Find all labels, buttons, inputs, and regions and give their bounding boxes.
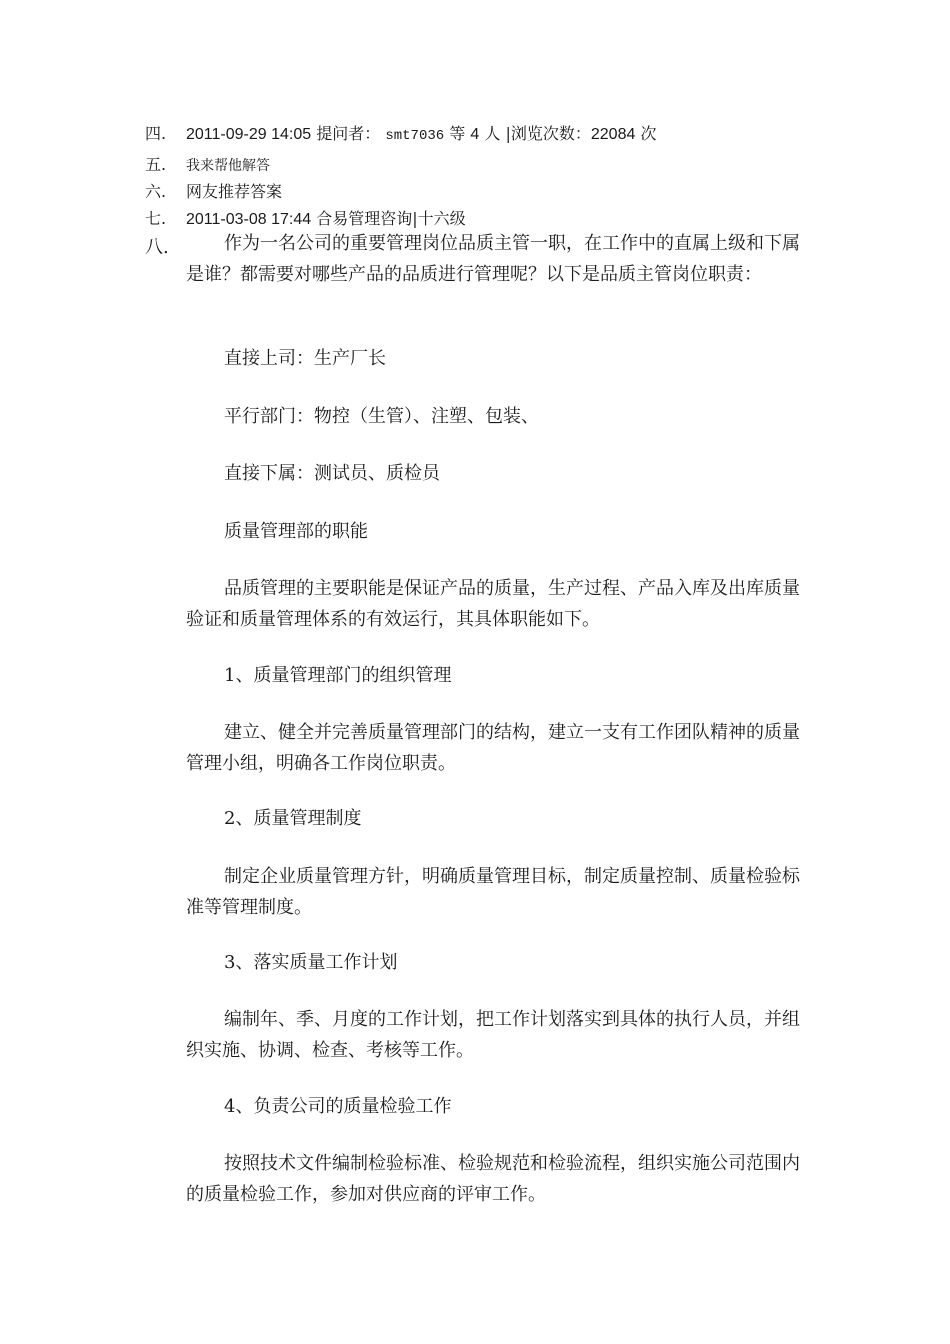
answer-paragraph: 按照技术文件编制检验标准、检验规范和检验流程，组织实施公司范围内的质量检验工作，参加对供应商的评审工作。 bbox=[186, 1153, 800, 1205]
asker-name: smt7036 bbox=[385, 128, 445, 144]
people-label: 人 bbox=[484, 124, 501, 143]
others-count: 4 bbox=[470, 126, 480, 143]
numbered-heading: 2、质量管理制度 bbox=[224, 808, 362, 829]
answer-paragraph: 品质管理的主要职能是保证产品的质量，生产过程、产品入库及出库质量验证和质量管理体系的有效运行，其具体职能如下。 bbox=[186, 578, 800, 630]
answer-paragraph: 制定企业质量管理方针，明确质量管理目标，制定质量控制、质量检验标准等管理制度。 bbox=[186, 866, 800, 918]
recommended-answer-text: 网友推荐答案 bbox=[186, 182, 283, 201]
list-marker: 六. bbox=[145, 182, 167, 201]
list-marker: 八. bbox=[145, 237, 169, 258]
help-answer-line bbox=[145, 155, 805, 176]
answer-paragraph: 编制年、季、月度的工作计划，把工作计划落实到具体的执行人员，并组织实施、协调、检查、考核等工作。 bbox=[186, 1009, 800, 1061]
views-label: |浏览次数： bbox=[505, 124, 591, 143]
answer-paragraph: 直接上司：生产厂长 bbox=[224, 348, 386, 369]
answer-paragraph: 平行部门：物控（生管）、注塑、包装、 bbox=[224, 406, 539, 427]
views-unit: 次 bbox=[640, 124, 657, 143]
question-date: 2011-09-29 14:05 bbox=[186, 126, 312, 143]
section-heading: 质量管理部的职能 bbox=[224, 521, 368, 542]
question-meta-line bbox=[145, 124, 805, 146]
answer-meta-line bbox=[145, 209, 805, 230]
list-marker: 五. bbox=[145, 155, 167, 174]
numbered-heading: 4、负责公司的质量检验工作 bbox=[224, 1096, 452, 1117]
numbered-heading: 1、质量管理部门的组织管理 bbox=[224, 665, 452, 686]
answer-intro: 作为一名公司的重要管理岗位品质主管一职，在工作中的直属上级和下属是谁？都需要对哪些产品的品质进行管理呢？以下是品质主管岗位职责： bbox=[186, 233, 800, 285]
views-count: 22084 bbox=[590, 126, 636, 143]
asker-label: 提问者： bbox=[316, 124, 381, 143]
answer-date: 2011-03-08 17:44 bbox=[186, 211, 312, 228]
answer-paragraph: 直接下属：测试员、质检员 bbox=[224, 463, 440, 484]
list-marker: 七. bbox=[145, 209, 167, 228]
answer-paragraph: 建立、健全并完善质量管理部门的结构，建立一支有工作团队精神的质量管理小组，明确各工作岗位职责。 bbox=[186, 722, 800, 774]
numbered-heading: 3、落实质量工作计划 bbox=[224, 952, 398, 973]
others-label: 等 bbox=[449, 124, 466, 143]
recommended-answer-line bbox=[145, 182, 805, 202]
answerer-info: 合易管理咨询|十六级 bbox=[316, 209, 466, 228]
list-marker: 四. bbox=[145, 124, 167, 143]
help-answer-text: 我来帮他解答 bbox=[186, 158, 270, 174]
